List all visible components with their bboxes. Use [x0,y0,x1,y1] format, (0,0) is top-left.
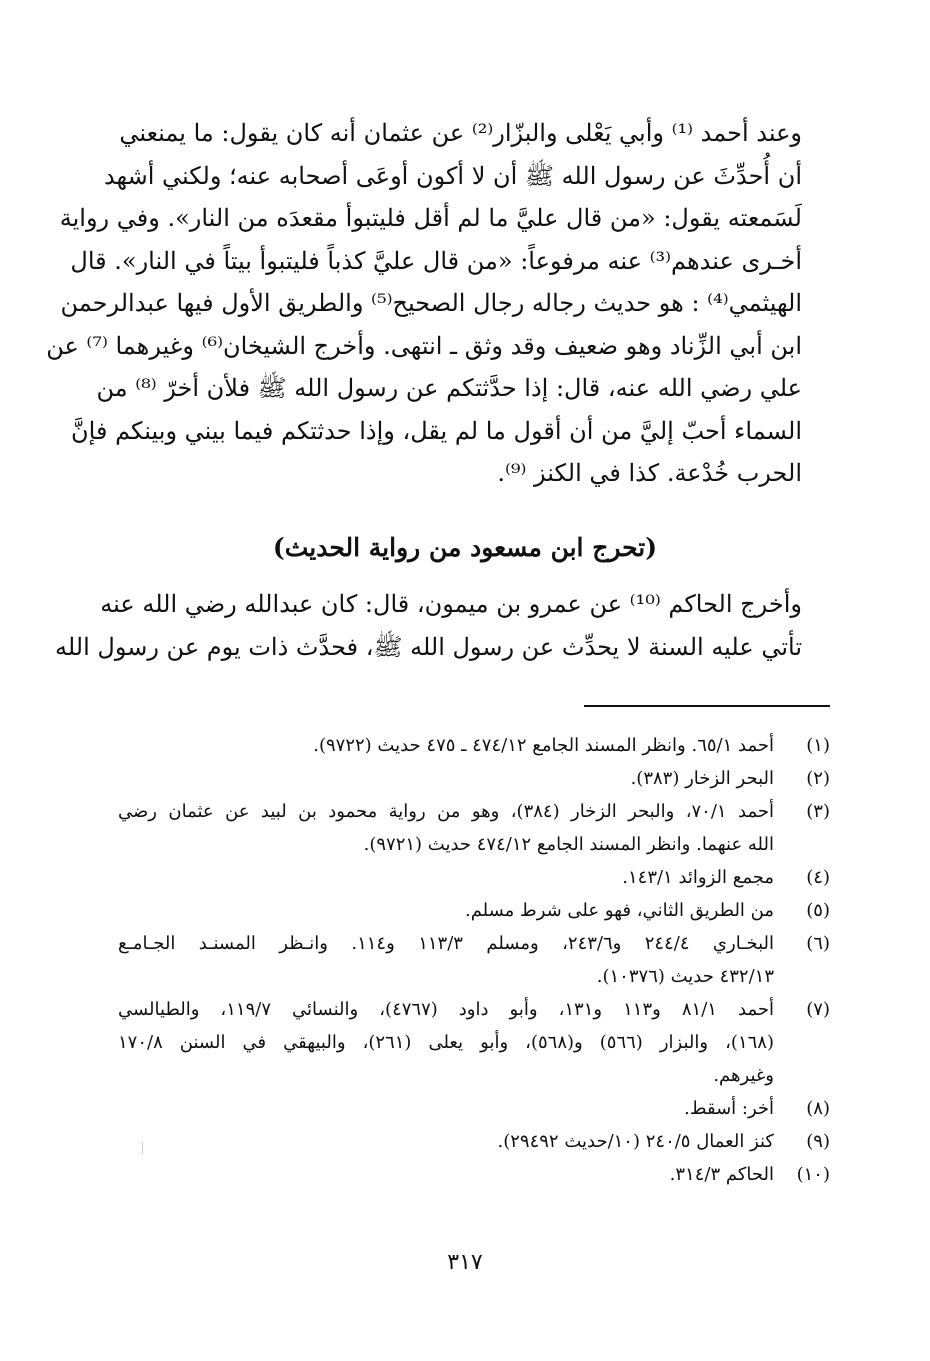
footnote-item [118,1158,830,1191]
footnote-item [118,894,830,927]
footnote-number: (١٠) [796,1164,830,1185]
paragraph-line: تأتي عليه السنة لا يحدِّث عن رسول الله ﷺ، فحدَّث ذات يوم عن رسول الله [54,632,802,661]
footnote-text [118,729,774,762]
footnote-item [118,1092,830,1125]
footnote-line: البخـاري ٢٤٤/٤ و٢٤٣/٦، ومسلم ١١٣/٣ و١١٤. وانـظر المسنـد الجـامـع [118,933,774,954]
footnote-line: البحر الزخار (٣٨٣). [630,768,774,789]
footnote-text [118,993,774,1092]
footnote-number: (٧) [806,999,830,1020]
footnote-separator [584,705,830,707]
footnote-line: أحمد ٦٥/١. وانظر المسند الجامع ٤٧٤/١٢ ـ ٤٧٥ حديث (٩٧٢٢). [313,735,774,756]
footnote-line: أحمد ٧٠/١، والبحر الزخار (٣٨٤)، وهو من رواية محمود بن لبيد عن عثمان رضي [118,801,774,822]
footnote-line: (١٦٨)، والبزار (٥٦٦) و(٥٦٨)، وأبو يعلى (٢٦١)، والبيهقي في السنن ١٧٠/٨ [118,1032,774,1053]
paragraph-line: الحرب خُدْعة. كذا في الكنز ⁽⁹⁾. [497,459,802,487]
main-paragraph [46,112,802,495]
footnote-text [118,894,774,927]
paragraph-line: وأخرج الحاكم ⁽¹⁰⁾ عن عمرو بن ميمون، قال: كان عبدالله رضي الله عنه [100,590,802,618]
footnote-text [118,1125,774,1158]
footnote-line: الله عنهما. وانظر المسند الجامع ٤٧٤/١٢ حديث (٩٧٢١). [363,834,774,855]
footnote-line: الحاكم ٣١٤/٣. [669,1164,774,1185]
footnote-number: (١) [806,735,830,756]
paragraph-line: وعند أحمد ⁽¹⁾ وأبي يَعْلى والبزّار⁽²⁾ عن عثمان أنه كان يقول: ما يمنعني [119,119,802,147]
footnote-text [118,1092,774,1125]
footnote-item [118,762,830,795]
paragraph-line: السماء أحبّ إليَّ من أن أقول ما لم يقل، وإذا حدثتكم فيما بيني وبينكم فإنَّ [71,416,802,445]
paragraph-line: أن أُحدِّثَ عن رسول الله ﷺ أن لا أكون أوعَى أصحابه عنه؛ ولكني أشهد [103,161,802,190]
footnote-item [118,729,830,762]
footnote-item [118,993,830,1092]
footnote-number: (٨) [806,1098,830,1119]
footnote-line: من الطريق الثاني، فهو على شرط مسلم. [464,900,774,921]
footnote-number: (٣) [806,801,830,822]
footnote-item [118,861,830,894]
paragraph-line: علي رضي الله عنه، قال: إذا حدَّثتكم عن رسول الله ﷺ فلأن أخرّ ⁽⁸⁾ من [96,374,802,402]
footnote-number: (٢) [806,768,830,789]
paragraph-line: أخـرى عندهم⁽³⁾ عنه مرفوعاً: «من قال عليَّ كذباً فليتبوأ بيتاً في النار». قال [70,246,802,275]
footnote-item [118,927,830,993]
footnote-number: (٥) [806,900,830,921]
paragraph-line: ابن أبي الزِّناد وهو ضعيف وقد وثق ـ انتهى. وأخرج الشيخان⁽⁶⁾ وغيرهما ⁽⁷⁾ عن [46,331,802,360]
page-number: ٣١٧ [447,1250,483,1275]
paragraph-line: الهيثمي⁽⁴⁾ : هو حديث رجاله رجال الصحيح⁽⁵⁾ والطريق الأول فيها عبدالرحمن [60,289,802,317]
footnote-text [118,795,774,861]
footnotes-list [118,729,830,1191]
footnote-line: ٤٣٢/١٣ حديث (١٠٣٧٦). [596,966,774,987]
scan-mark [142,1142,143,1154]
footnote-text [118,927,774,993]
footnote-line: كنز العمال ٢٤٠/٥ (١٠/حديث ٢٩٤٩٢). [497,1131,774,1152]
footnote-number: (٦) [806,933,830,954]
footnote-number: (٤) [806,867,830,888]
footnote-text [118,1158,774,1191]
section-heading: (تحرج ابن مسعود من رواية الحديث) [272,533,658,562]
footnote-number: (٩) [806,1131,830,1152]
footnote-item [118,795,830,861]
footnote-text [118,861,774,894]
footnote-line: أحمد ٨١/١ و١١٣ و١٣١، وأبو داود (٤٧٦٧)، والنسائي ١١٩/٧، والطيالسي [118,999,774,1020]
footnote-item [118,1125,830,1158]
footnote-line: وغيرهم. [713,1065,774,1086]
footnote-line: أخر: أسقط. [684,1098,774,1119]
footnote-line: مجمع الزوائد ١٤٣/١. [622,867,774,888]
footnote-text [118,762,774,795]
second-paragraph [54,583,802,668]
paragraph-line: لَسَمعته يقول: «من قال عليَّ ما لم أقل فليتبوأ مقعدَه من النار». وفي رواية [59,204,802,232]
